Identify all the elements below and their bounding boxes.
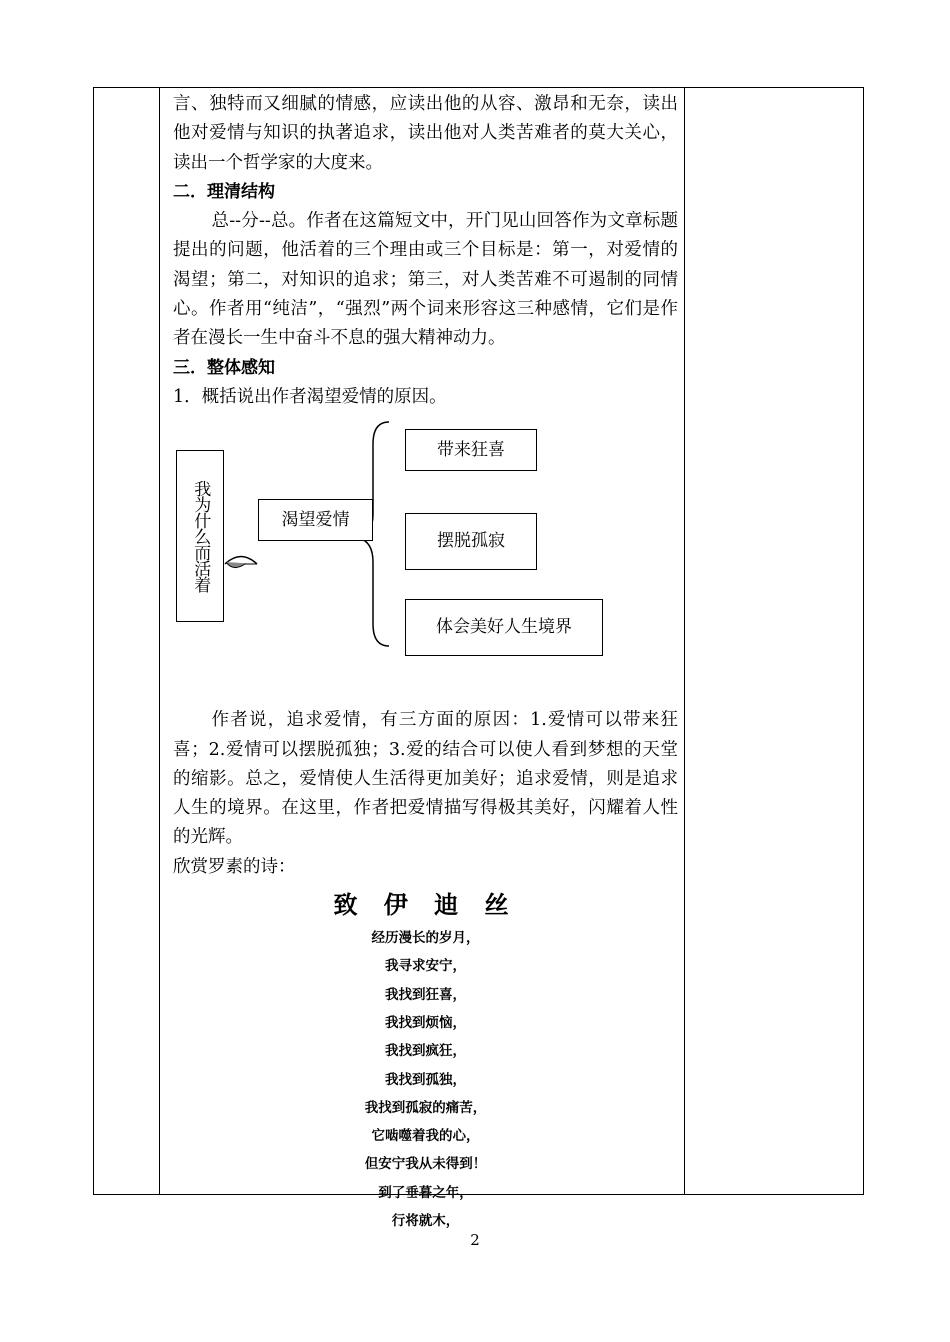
poem-line: 经历漫长的岁月， bbox=[371, 930, 480, 947]
poem-line: 但安宁我从未得到！ bbox=[364, 1156, 487, 1173]
poem-line: 到了垂暮之年， bbox=[378, 1184, 473, 1201]
diagram-branch-box-2: 摆脱孤寂 bbox=[405, 513, 537, 570]
table-column-divider-left bbox=[159, 88, 160, 1194]
poem-body bbox=[173, 924, 678, 1235]
structure-paragraph: 总--分--总。作者在这篇短文中，开门见山回答作为文章标题提出的问题，他活着的三个理由或三个目标是：第一，对爱情的渴望；第二，对知识的追求；第三，对人类苦难不可遏制的同情心。作者用“纯洁”，“强烈”两个词来形容这三种感情，它们是作者在漫长一生中奋斗不息的强大精神动力。 bbox=[173, 211, 678, 349]
section-heading-structure: 二．理清结构 bbox=[173, 181, 275, 202]
diagram-center-box: 渴望爱情 bbox=[258, 499, 373, 541]
table-column-divider-right bbox=[684, 88, 685, 1194]
poem-title: 致 伊 迪 丝 bbox=[333, 891, 518, 920]
lesson-content bbox=[173, 90, 678, 1235]
poem-line: 我找到孤寂的痛苦， bbox=[364, 1099, 487, 1116]
intro-paragraph: 言、独特而又细腻的情感，应读出他的从容、激昂和无奈，读出他对爱情与知识的执著追求，读出他对人类苦难者的莫大关心，读出一个哲学家的大度来。 bbox=[173, 94, 678, 173]
poem-line: 我找到狂喜， bbox=[385, 986, 466, 1003]
diagram-branch-box-3: 体会美好人生境界 bbox=[405, 599, 603, 656]
poem-intro: 欣赏罗素的诗： bbox=[173, 856, 296, 877]
poem-line: 我找到疯狂， bbox=[385, 1043, 466, 1060]
section-heading-perception: 三．整体感知 bbox=[173, 357, 275, 378]
reason-diagram bbox=[173, 414, 678, 706]
poem-line: 我找到孤独， bbox=[385, 1071, 466, 1088]
analysis-paragraph: 作者说，追求爱情，有三方面的原因：1.爱情可以带来狂喜；2.爱情可以摆脱孤独；3.爱的结合可以使人看到梦想的天堂的缩影。总之，爱情使人生活得更加美好；追求爱情，则是追求人生的境界。在这里，作者把爱情描写得极其美好，闪耀着人性的光辉。 bbox=[173, 710, 678, 848]
diagram-root-box: 我为什么而活着 bbox=[176, 450, 224, 622]
page-number: 2 bbox=[470, 1231, 480, 1249]
poem-line: 它啮噬着我的心， bbox=[371, 1128, 480, 1145]
arrow-head-icon bbox=[226, 562, 257, 568]
poem-line: 我寻求安宁， bbox=[385, 958, 466, 975]
question-1: 1．概括说出作者渴望爱情的原因。 bbox=[173, 386, 447, 407]
poem-line: 行将就木， bbox=[391, 1213, 460, 1230]
diagram-branch-box-1: 带来狂喜 bbox=[405, 429, 537, 471]
poem-line: 我找到烦恼， bbox=[385, 1014, 466, 1031]
